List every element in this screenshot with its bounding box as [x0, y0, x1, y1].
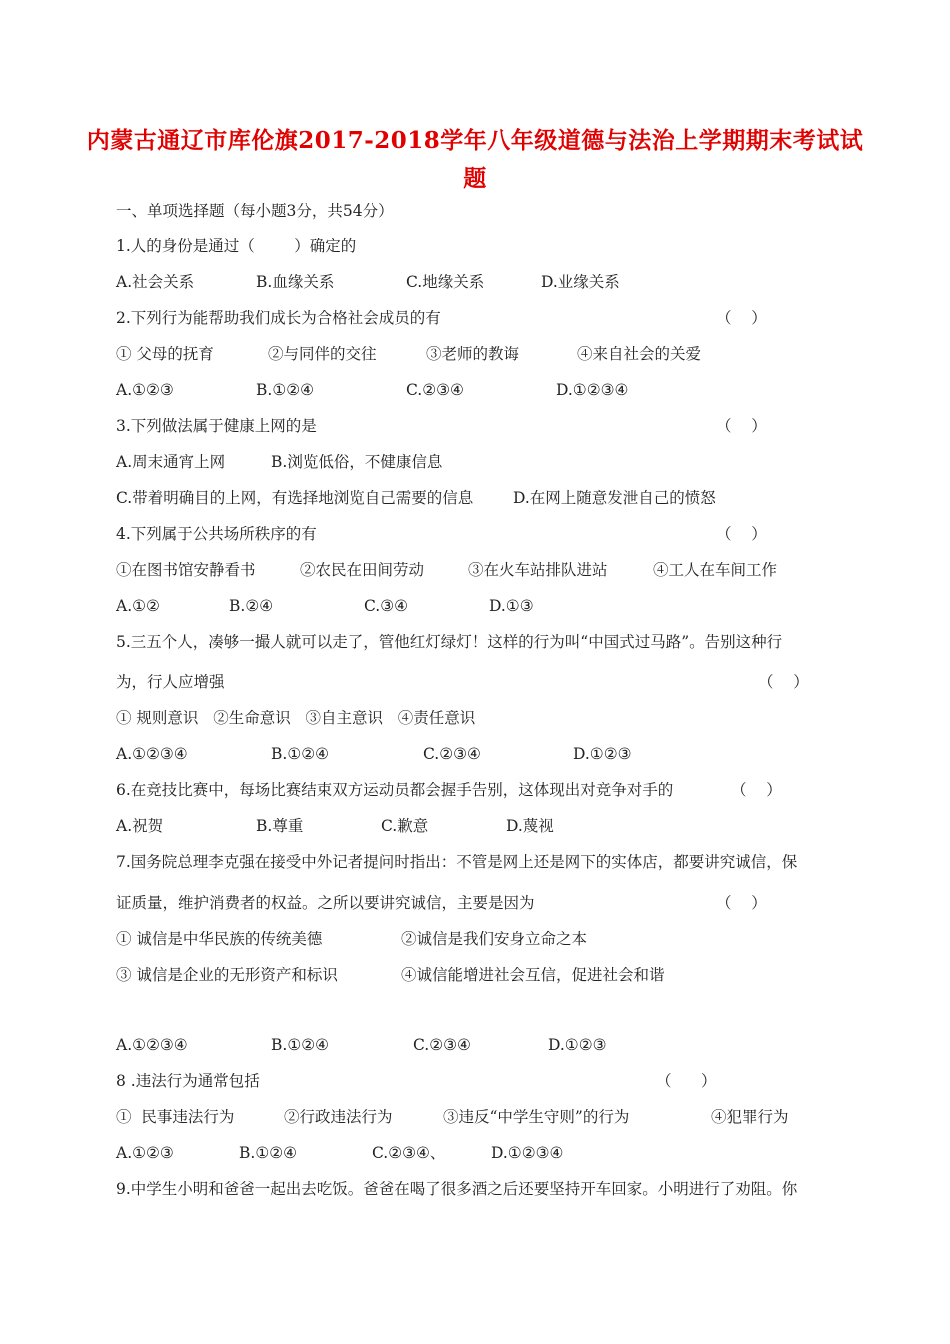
q1-option-a: A.社会关系 [116, 273, 195, 291]
q4-item-2: ②农民在田间劳动 [300, 561, 425, 579]
q7-option-d: D.①②③ [548, 1036, 607, 1054]
q2-item-4: ④来自社会的关爱 [577, 345, 702, 363]
q4-item-3: ③在火车站排队进站 [468, 561, 608, 579]
q3-answer-paren: （ ） [716, 417, 767, 435]
q2-option-a: A.①②③ [116, 381, 174, 399]
q3-option-a: A.周末通宵上网 [116, 453, 226, 471]
q2-option-c: C.②③④ [406, 381, 464, 399]
q8-item-1: ① 民事违法行为 [116, 1108, 235, 1126]
q6-option-b: B.尊重 [256, 817, 304, 835]
q2-item-3: ③老师的教诲 [426, 345, 520, 363]
question-5-stem-line1: 5.三五个人，凑够一撮人就可以走了，管他红灯绿灯！这样的行为叫“中国式过马路”。告别这种行 [116, 633, 783, 651]
q3-option-d: D.在网上随意发泄自己的愤怒 [513, 489, 716, 507]
q7-answer-paren: （ ） [716, 894, 767, 912]
q6-option-d: D.蔑视 [506, 817, 554, 835]
q8-option-a: A.①②③ [116, 1144, 174, 1162]
q5-answer-paren: （ ） [758, 673, 809, 691]
q8-option-c: C.②③④、 [372, 1144, 446, 1162]
q4-answer-paren: （ ） [716, 525, 767, 543]
q4-option-d: D.①③ [489, 597, 534, 615]
q4-item-1: ①在图书馆安静看书 [116, 561, 256, 579]
q2-item-2: ②与同伴的交往 [268, 345, 377, 363]
q4-option-b: B.②④ [229, 597, 274, 615]
question-5-stem-line2: 为，行人应增强 [116, 673, 225, 691]
q6-answer-paren: （ ） [731, 781, 782, 799]
q7-item-4: ④诚信能增进社会互信，促进社会和谐 [401, 966, 665, 984]
q7-item-1: ① 诚信是中华民族的传统美德 [116, 930, 323, 948]
q5-items: ① 规则意识 ②生命意识 ③自主意识 ④责任意识 [116, 709, 476, 727]
q8-item-2: ②行政违法行为 [284, 1108, 393, 1126]
q3-option-c: C.带着明确目的上网，有选择地浏览自己需要的信息 [116, 489, 474, 507]
q6-option-a: A.祝贺 [116, 817, 164, 835]
q3-option-b: B.浏览低俗，不健康信息 [271, 453, 443, 471]
question-7-stem-line1: 7.国务院总理李克强在接受中外记者提问时指出：不管是网上还是网下的实体店，都要讲究诚信，保 [116, 853, 798, 871]
q8-option-d: D.①②③④ [491, 1144, 564, 1162]
q4-item-4: ④工人在车间工作 [653, 561, 778, 579]
q7-option-c: C.②③④ [413, 1036, 471, 1054]
q8-answer-paren: （ ） [656, 1072, 717, 1090]
q8-item-4: ④犯罪行为 [711, 1108, 789, 1126]
q8-item-3: ③违反“中学生守则”的行为 [443, 1108, 630, 1126]
document-title-line1: 内蒙古通辽市库伦旗2017-2018学年八年级道德与法治上学期期末考试试 [86, 127, 864, 154]
q2-option-d: D.①②③④ [556, 381, 629, 399]
q7-item-3: ③ 诚信是企业的无形资产和标识 [116, 966, 338, 984]
q1-option-b: B.血缘关系 [256, 273, 335, 291]
document-title-line2: 题 [463, 165, 487, 192]
q5-option-c: C.②③④ [423, 745, 481, 763]
q8-option-b: B.①②④ [239, 1144, 298, 1162]
section-heading: 一、单项选择题（每小题3分，共54分） [116, 202, 394, 220]
q5-option-a: A.①②③④ [116, 745, 188, 763]
q7-option-a: A.①②③④ [116, 1036, 188, 1054]
q1-option-c: C.地缘关系 [406, 273, 485, 291]
question-1-stem: 1.人的身份是通过（ ）确定的 [116, 237, 357, 255]
q4-option-a: A.①② [116, 597, 160, 615]
question-3-stem: 3.下列做法属于健康上网的是 [116, 417, 317, 435]
q2-answer-paren: （ ） [716, 309, 767, 327]
question-4-stem: 4.下列属于公共场所秩序的有 [116, 525, 317, 543]
q2-option-b: B.①②④ [256, 381, 315, 399]
q6-option-c: C.歉意 [381, 817, 429, 835]
q5-option-b: B.①②④ [271, 745, 330, 763]
q1-option-d: D.业缘关系 [541, 273, 620, 291]
q2-item-1: ① 父母的抚育 [116, 345, 214, 363]
q7-item-2: ②诚信是我们安身立命之本 [401, 930, 588, 948]
question-2-stem: 2.下列行为能帮助我们成长为合格社会成员的有 [116, 309, 441, 327]
q7-option-b: B.①②④ [271, 1036, 330, 1054]
q4-option-c: C.③④ [364, 597, 409, 615]
question-7-stem-line2: 证质量，维护消费者的权益。之所以要讲究诚信，主要是因为 [116, 894, 535, 912]
q5-option-d: D.①②③ [573, 745, 632, 763]
question-9-stem: 9.中学生小明和爸爸一起出去吃饭。爸爸在喝了很多酒之后还要坚持开车回家。小明进行了劝阻。你 [116, 1180, 798, 1198]
question-6-stem: 6.在竞技比赛中，每场比赛结束双方运动员都会握手告别，这体现出对竞争对手的 [116, 781, 674, 799]
question-8-stem: 8 .违法行为通常包括 [116, 1072, 260, 1090]
